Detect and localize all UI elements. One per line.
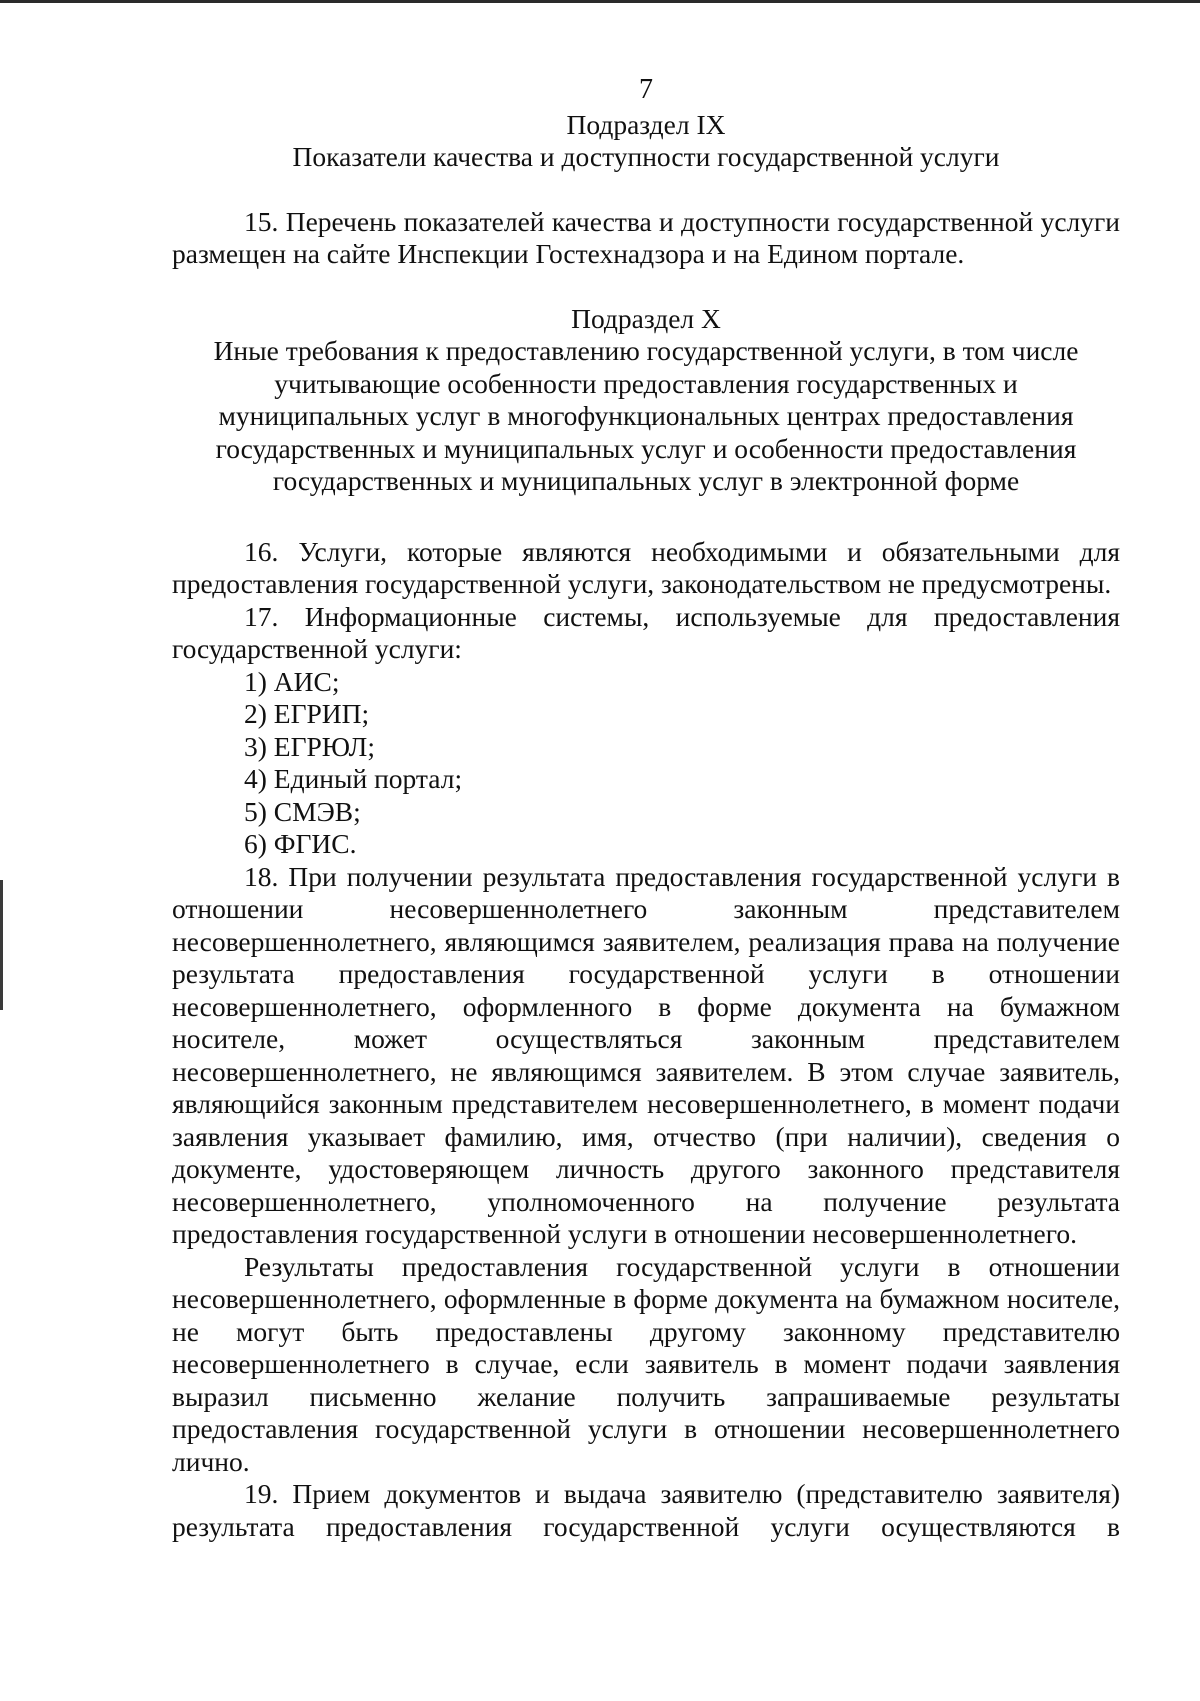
subsection-10-heading-line-5: государственных и муниципальных услуг в электронной форме [272,465,1020,496]
list-item-egrip: 2) ЕГРИП; [244,698,370,729]
scan-edge-left [0,880,3,1010]
spacer [172,271,1120,303]
list-item-smev: 5) СМЭВ; [244,795,361,827]
paragraph-18: 18. При получении результата предоставления государственной услуги в отношении несовершеннолетнего законным представителем несовершеннолетнего, являющимся заявителем, реализация права на получение результата предоставления государственной услуги в отношении несовершеннолетнего, оформленного в форме документа на бумажном носителе, может осуществляться законным представителем несовершеннолетнего, не являющимся заявителем. В этом случае заявитель, являющийся законным представителем несовершеннолетнего, в момент подачи заявления указывает фамилию, имя, отчество (при наличии), сведения о документе, удостоверяющем личность другого законного представителя несовершеннолетнего, уполномоченного на получение результата предоставления государственной услуги в отношении несовершеннолетнего. [172,860,1120,1249]
paragraph-19: 19. Прием документов и выдача заявителю (представителю заявителя) результата предоставления государственной услуги осуществляются в [172,1478,1120,1542]
list-item-egrul: 3) ЕГРЮЛ; [244,730,375,762]
subsection-10-heading-line-4: государственных и муниципальных услуг и особенности предоставления [215,432,1077,464]
subsection-9-heading: Показатели качества и доступности государственной услуги [292,141,1000,172]
paragraph-15: 15. Перечень показателей качества и доступности государственной услуги размещен на сайте Инспекции Гостехнадзора и на Едином портале. [172,205,1120,269]
subsection-10-heading-line-1: Иные требования к предоставлению государственной услуги, в том числе [213,335,1079,366]
scan-edge-top [0,0,1200,3]
list-item-ais: 1) АИС; [244,665,340,697]
spacer [172,174,1120,206]
subsection-9-title: Подраздел IX [566,108,726,140]
list-item-fgis: 6) ФГИС. [244,828,357,859]
page-number: 7 [639,74,653,105]
paragraph-17-intro: 17. Информационные системы, используемые для предоставления государственной услуги: [172,600,1120,664]
subsection-10-title: Подраздел X [571,302,721,334]
subsection-10-heading-line-3: муниципальных услуг в многофункциональных центрах предоставления [218,400,1074,431]
document-body [172,74,1120,1543]
list-item-single-portal: 4) Единый портал; [244,763,463,794]
paragraph-18-continued: Результаты предоставления государственной услуги в отношении несовершеннолетнего, оформленные в форме документа на бумажном носителе, не могут быть предоставлены другому законному представителю несовершеннолетнего в случае, если заявитель в момент подачи заявления выразил письменно желание получить запрашиваемые результаты предоставления государственной услуги в отношении несовершеннолетнего лично. [172,1250,1120,1477]
spacer [172,498,1120,536]
subsection-10-heading-line-2: учитывающие особенности предоставления государственных и [274,367,1018,399]
paragraph-16: 16. Услуги, которые являются необходимыми и обязательными для предоставления государственной услуги, законодательством не предусмотрены. [172,535,1120,599]
